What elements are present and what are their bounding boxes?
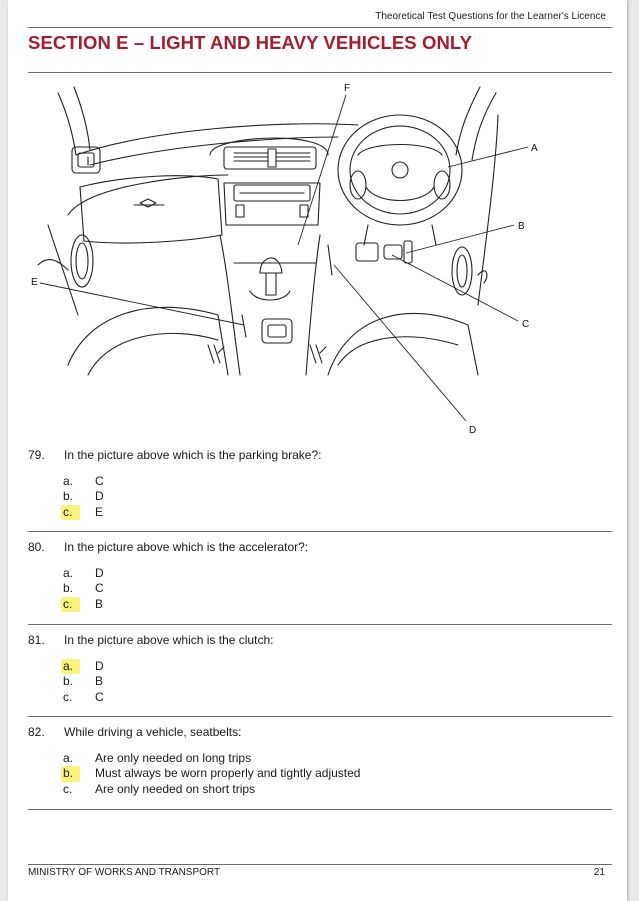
leader-line-b (406, 225, 514, 253)
label-d: D (469, 425, 477, 436)
question-divider (28, 809, 612, 810)
section-title: SECTION E – LIGHT AND HEAVY VEHICLES ONLY (28, 32, 473, 53)
car-interior-drawing (28, 75, 612, 440)
label-e: E (31, 277, 38, 288)
option-text: Are only needed on short trips (95, 781, 256, 796)
option-text: D (95, 566, 104, 580)
label-f: F (344, 83, 351, 94)
leader-line-e (40, 283, 244, 325)
option-letter-highlighted: b. (61, 766, 80, 781)
option-text: D (95, 659, 104, 673)
question-text: While driving a vehicle, seatbelts: (64, 725, 242, 739)
option-letter: c. (63, 689, 73, 704)
question-number: 79. (28, 448, 45, 462)
option-letter: c. (63, 781, 73, 796)
label-a: A (531, 143, 538, 154)
question-number: 80. (28, 540, 45, 554)
question-divider (28, 716, 612, 717)
option-letter: b. (63, 581, 74, 596)
document-page (8, 0, 627, 901)
question-text: In the picture above which is the parking brake?: (64, 448, 322, 462)
footer-publisher: MINISTRY OF WORKS AND TRANSPORT (28, 867, 221, 878)
option-text: E (95, 504, 104, 519)
option-text: B (95, 674, 104, 689)
section-rule (28, 72, 612, 73)
question-number: 82. (28, 725, 45, 739)
label-c: C (522, 319, 530, 330)
option-text: B (95, 596, 104, 611)
option-letter: b. (63, 489, 74, 504)
car-interior-diagram (28, 75, 612, 440)
question-text: In the picture above which is the accelerator?: (64, 540, 309, 554)
option-letter: a. (63, 474, 74, 488)
option-text: C (95, 689, 104, 704)
page-number: 21 (593, 867, 605, 878)
option-text: Must always be worn properly and tightly adjusted (95, 766, 361, 781)
option-letter: b. (63, 674, 74, 689)
question-divider (28, 531, 612, 532)
footer-rule (28, 864, 612, 865)
option-text: C (95, 474, 104, 488)
option-letter-highlighted: c. (61, 505, 80, 520)
leader-line-c (392, 255, 518, 321)
leader-line-f (298, 95, 346, 245)
label-b: B (518, 221, 525, 232)
option-letter: a. (63, 566, 74, 580)
question-divider (28, 624, 612, 625)
option-letter: a. (63, 751, 74, 765)
option-letter-highlighted: c. (61, 597, 80, 612)
header-rule (28, 27, 612, 28)
leader-line-d (334, 265, 466, 421)
question-number: 81. (28, 633, 45, 647)
option-text: C (95, 581, 104, 596)
option-text: D (95, 489, 104, 504)
option-letter-highlighted: a. (61, 659, 80, 674)
document-header-title: Theoretical Test Questions for the Learner's Licence (375, 11, 606, 22)
question-text: In the picture above which is the clutch: (64, 633, 274, 647)
option-text: Are only needed on long trips (95, 751, 252, 765)
